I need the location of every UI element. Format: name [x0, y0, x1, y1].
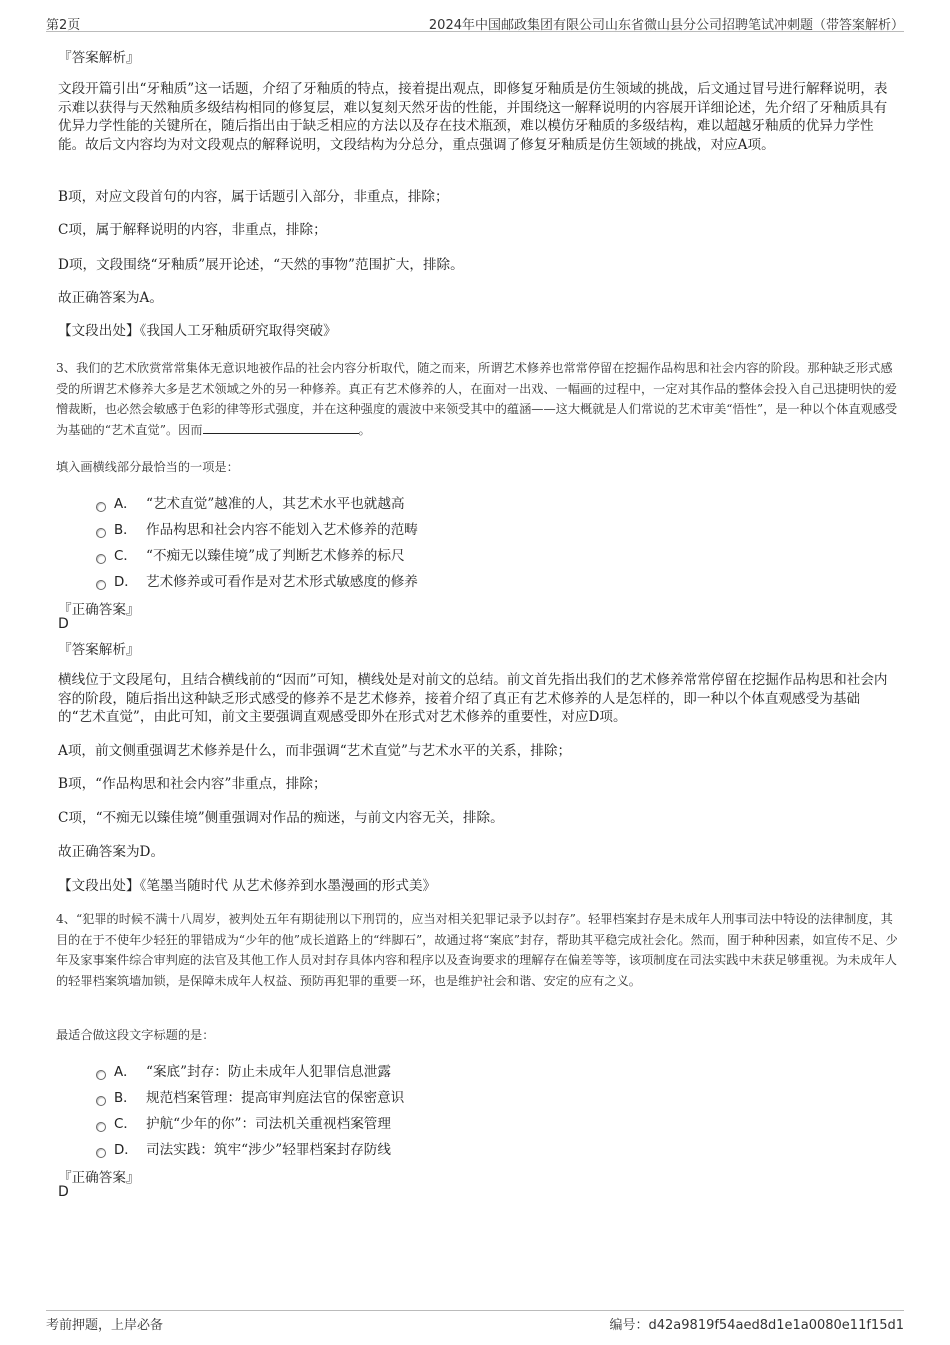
q2-conclusion: 故正确答案为A。: [58, 290, 163, 306]
option-text: “不痴无以臻佳境”成了判断艺术修养的标尺: [146, 548, 405, 564]
option-letter: A．: [114, 497, 137, 512]
option-letter: C．: [114, 549, 137, 564]
radio-button[interactable]: [96, 1096, 106, 1106]
option-text: “艺术直觉”越准的人，其艺术水平也就越高: [146, 496, 405, 512]
document-title: 2024年中国邮政集团有限公司山东省微山县分公司招聘笔试冲刺题（带答案解析）: [428, 18, 904, 33]
radio-button[interactable]: [96, 580, 106, 590]
q4-prompt: 最适合做这段文字标题的是：: [56, 1028, 215, 1042]
q4-option-a[interactable]: [96, 1060, 391, 1080]
option-letter: C．: [114, 1117, 137, 1132]
q3-analysis-label: 『答案解析』: [58, 642, 140, 658]
q2-analysis-text: 文段开篇引出“牙釉质”这一话题，介绍了牙釉质的特点，接着提出观点，即修复牙釉质是仿生领域的挑战，后文通过冒号进行解释说明，表示难以获得与天然釉质多级结构相同的修复层，难以复刻天然牙齿的性能，并围绕这一解释说明的内容展开详细论述，先介绍了牙釉质具有优异力学性能的关键所在，随后指出由于缺乏相应的方法以及存在技术瓶颈，难以模仿牙釉质的多级结构，难以超越牙釉质的优异力学性能。故后文内容均为对文段观点的解释说明，文段结构为分总分，重点强调了修复牙釉质是仿生领域的挑战，对应A项。: [58, 81, 888, 153]
q3-analysis-option-c: C项，“不痴无以臻佳境”侧重强调对作品的痴迷，与前文内容无关，排除。: [58, 810, 504, 826]
radio-button[interactable]: [96, 554, 106, 564]
q3-option-c[interactable]: [96, 544, 405, 564]
option-text: “案底”封存：防止未成年人犯罪信息泄露: [146, 1064, 391, 1080]
q3-answer-label: 『正确答案』: [58, 602, 140, 618]
q2-analysis-option-b: B项，对应文段首句的内容，属于话题引入部分，非重点，排除；: [58, 189, 449, 205]
option-text: 作品构思和社会内容不能划入艺术修养的范畴: [146, 522, 418, 538]
option-text: 司法实践：筑牢“涉少”轻罪档案封存防线: [146, 1142, 391, 1158]
q3-analysis-option-a: A项，前文侧重强调艺术修养是什么，而非强调“艺术直觉”与艺术水平的关系，排除；: [58, 743, 572, 759]
q3-answer: D: [58, 616, 69, 632]
option-letter: B．: [114, 523, 137, 538]
q4-option-d[interactable]: [96, 1138, 391, 1158]
option-text: 艺术修养或可看作是对艺术形式敏感度的修养: [146, 574, 418, 590]
q3-option-d[interactable]: [96, 570, 418, 590]
radio-button[interactable]: [96, 502, 106, 512]
q3-stem: [56, 358, 898, 440]
footer-divider: [46, 1310, 904, 1311]
option-letter: B．: [114, 1091, 137, 1106]
page-footer: [46, 1314, 904, 1332]
radio-button[interactable]: [96, 1122, 106, 1132]
option-text: 规范档案管理：提高审判庭法官的保密意识: [146, 1090, 405, 1106]
option-letter: A．: [114, 1065, 137, 1080]
document-id: 编号：d42a9819f54aed8d1e1a0080e11f15d1: [609, 1318, 904, 1333]
q2-analysis-label: 『答案解析』: [58, 50, 140, 66]
q3-analysis-text: 横线位于文段尾句，且结合横线前的“因而”可知，横线处是对前文的总结。前文首先指出我们的艺术修养常常停留在挖掘作品构思和社会内容的阶段，随后指出这种缺乏形式感受的修养不是艺术修养，接着介绍了真正有艺术修养的人是怎样的，即一种以个体直观感受为基础的“艺术直觉”，由此可知，前文主要强调直观感受即外在形式对艺术修养的重要性，对应D项。: [58, 672, 888, 726]
q3-option-b[interactable]: [96, 518, 418, 538]
q3-analysis-option-b: B项，“作品构思和社会内容”非重点，排除；: [58, 776, 327, 792]
radio-button[interactable]: [96, 1148, 106, 1158]
q4-answer: D: [58, 1184, 69, 1200]
q3-prompt: 填入画横线部分最恰当的一项是：: [56, 460, 239, 474]
q4-stem: 4、“犯罪的时候不满十八周岁，被判处五年有期徒刑以下刑罚的，应当对相关犯罪记录予以封存”。轻罪档案封存是未成年人刑事司法中特设的法律制度，其目的在于不使年少轻狂的罪错成为“少年的他”成长道路上的“绊脚石”，故通过将“案底”封存，帮助其平稳完成社会化。然而，囿于种种因素，如宣传不足、少年及家事案件综合审判庭的法官及其他工作人员对封存具体内容和程序以及查询要求的理解存在偏差等等，该项制度在司法实践中未获足够重视。为未成年人的轻罪档案筑墙加锁，是保障未成年人权益、预防再犯罪的重要一环，也是维护社会和谐、安定的应有之义。: [56, 912, 898, 988]
q3-stem-text: 3、我们的艺术欣赏常常集体无意识地被作品的社会内容分析取代，随之而来，所谓艺术修养也常常停留在挖掘作品构思和社会内容的阶段。那种缺乏形式感受的所谓艺术修养大多是艺术领域之外的另一种修养。真正有艺术修养的人，在面对一出戏、一幅画的过程中，一定对其作品的整体会投入自己迅捷明快的爱憎裁断，也必然会敏感于色彩的律等形式强度，并在这种强度的震波中来领受其中的蕴涵——这大概就是人们常说的艺术审美“悟性”，是一种以个体直观感受为基础的“艺术直觉”。因而: [56, 361, 898, 437]
q2-source: 【文段出处】《我国人工牙釉质研究取得突破》: [58, 323, 337, 339]
option-letter: D．: [114, 1143, 138, 1158]
q3-conclusion: 故正确答案为D。: [58, 844, 165, 860]
q4-answer-label: 『正确答案』: [58, 1170, 140, 1186]
q2-analysis-option-d: D项，文段围绕“牙釉质”展开论述，“天然的事物”范围扩大，排除。: [58, 257, 464, 273]
page-header: [46, 10, 904, 33]
radio-button[interactable]: [96, 1070, 106, 1080]
fill-blank: [203, 421, 359, 434]
q3-option-a[interactable]: [96, 492, 405, 512]
radio-button[interactable]: [96, 528, 106, 538]
option-text: 护航“少年的你”：司法机关重视档案管理: [146, 1116, 391, 1132]
header-divider: [46, 31, 904, 32]
q2-analysis-option-c: C项，属于解释说明的内容，非重点，排除；: [58, 222, 327, 238]
page-number: 第2页: [46, 18, 81, 33]
footer-slogan: 考前押题，上岸必备: [46, 1318, 164, 1333]
q3-stem-end: 。: [358, 422, 371, 437]
q3-source: 【文段出处】《笔墨当随时代 从艺术修养到水墨漫画的形式美》: [58, 878, 437, 894]
q4-option-b[interactable]: [96, 1086, 404, 1106]
q4-option-c[interactable]: [96, 1112, 391, 1132]
option-letter: D．: [114, 575, 138, 590]
